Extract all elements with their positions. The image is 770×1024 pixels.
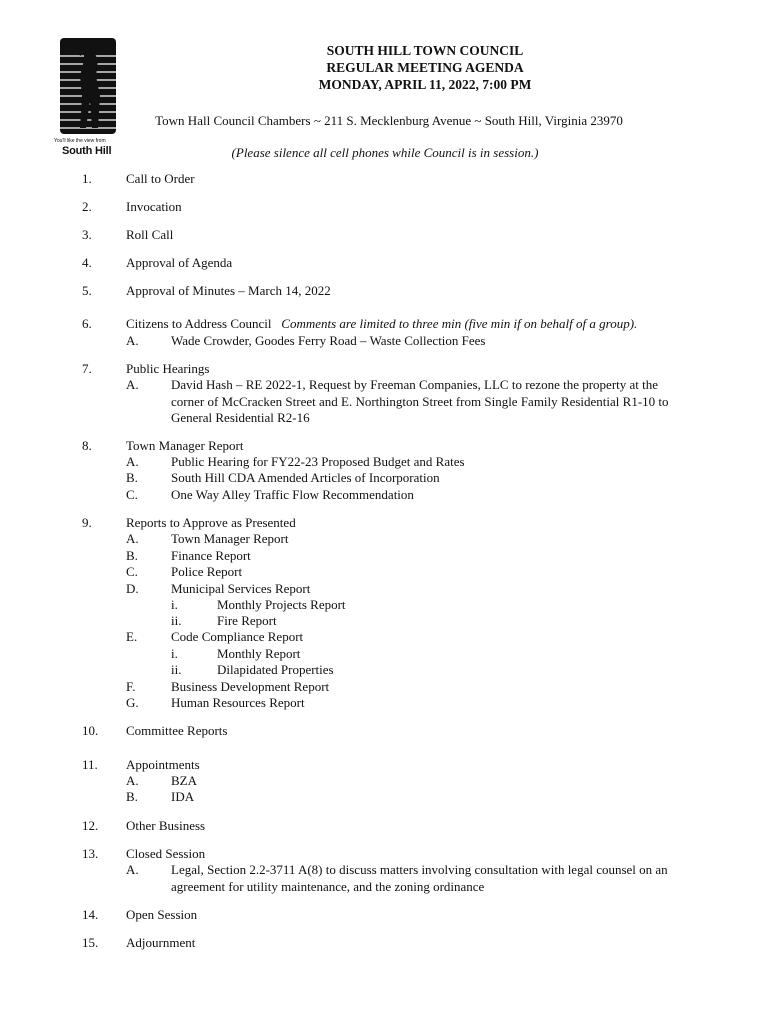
- item-title: Open Session: [126, 907, 198, 922]
- item-number: 9.: [82, 515, 92, 530]
- sub-letter: B.: [126, 789, 138, 804]
- roman-numeral: ii.: [171, 662, 182, 677]
- item-title: Approval of Agenda: [126, 255, 233, 270]
- sub-letter: D.: [126, 581, 139, 596]
- meeting-location: Town Hall Council Chambers ~ 211 S. Mecklenburg Avenue ~ South Hill, Virginia 23970: [155, 113, 623, 128]
- item-title: [126, 316, 637, 333]
- sub-letter: C.: [126, 487, 138, 502]
- sub-letter: A.: [126, 454, 139, 469]
- sub-text: Wade Crowder, Goodes Ferry Road – Waste Collection Fees: [171, 333, 486, 348]
- item-number: 4.: [82, 255, 92, 270]
- sub-text: IDA: [171, 789, 195, 804]
- title-line-1: SOUTH HILL TOWN COUNCIL: [326, 43, 524, 58]
- sub-text: One Way Alley Traffic Flow Recommendation: [171, 487, 414, 502]
- sub-text: Municipal Services Report: [171, 581, 311, 596]
- item-title: Appointments: [126, 757, 200, 772]
- item-number: 6.: [82, 316, 92, 331]
- sub-letter: A.: [126, 333, 139, 348]
- sub-letter: A.: [126, 531, 139, 546]
- roman-numeral: ii.: [171, 613, 182, 628]
- sub-text: BZA: [171, 773, 197, 788]
- item-number: 1.: [82, 171, 92, 186]
- sub-letter: E.: [126, 629, 138, 644]
- sub-letter: A.: [126, 862, 139, 877]
- logo-name: South Hill: [62, 145, 112, 157]
- item-number: 15.: [82, 935, 99, 950]
- item-number: 5.: [82, 283, 92, 298]
- item-title: Invocation: [126, 199, 182, 214]
- roman-numeral: i.: [171, 597, 178, 612]
- item-title: Roll Call: [126, 227, 174, 242]
- subsub-text: Fire Report: [217, 613, 277, 628]
- sub-letter: A.: [126, 773, 139, 788]
- sub-text: Human Resources Report: [171, 695, 305, 710]
- item-title: Public Hearings: [126, 361, 210, 376]
- item-number: 10.: [82, 723, 99, 738]
- sub-text: David Hash – RE 2022-1, Request by Freeman Companies, LLC to rezone the property at the corner of McCracken Street and E. Northington Street from Single Family Residential R1-10 to General Residential R2-16: [171, 377, 669, 425]
- item-number: 13.: [82, 846, 99, 861]
- sub-text: Finance Report: [171, 548, 251, 563]
- phone-notice: (Please silence all cell phones while Council is in session.): [231, 145, 539, 160]
- roman-numeral: i.: [171, 646, 178, 661]
- sub-text: South Hill CDA Amended Articles of Incorporation: [171, 470, 440, 485]
- item-number: 14.: [82, 907, 99, 922]
- sub-letter: B.: [126, 548, 138, 563]
- sub-text: Police Report: [171, 564, 243, 579]
- sub-letter: F.: [126, 679, 136, 694]
- agenda-title: [40, 42, 770, 93]
- item-note: Comments are limited to three min (five min if on behalf of a group).: [281, 316, 638, 331]
- item-number: 8.: [82, 438, 92, 453]
- sub-text: Business Development Report: [171, 679, 330, 694]
- sub-letter: A.: [126, 377, 139, 392]
- item-title: Town Manager Report: [126, 438, 244, 453]
- item-number: 3.: [82, 227, 92, 242]
- sub-text: Town Manager Report: [171, 531, 289, 546]
- sub-letter: B.: [126, 470, 138, 485]
- subsub-text: Dilapidated Properties: [217, 662, 334, 677]
- item-title: Closed Session: [126, 846, 206, 861]
- title-line-2: REGULAR MEETING AGENDA: [326, 60, 524, 75]
- item-title: Committee Reports: [126, 723, 228, 738]
- item-title: Approval of Minutes – March 14, 2022: [126, 283, 331, 298]
- item-number: 2.: [82, 199, 92, 214]
- sub-text: Code Compliance Report: [171, 629, 304, 644]
- item-title-text: Citizens to Address Council: [126, 316, 272, 331]
- item-number: 12.: [82, 818, 99, 833]
- sub-text: Legal, Section 2.2-3711 A(8) to discuss matters involving consultation with legal counsel on an agreement for utility maintenance, and the zoning ordinance: [171, 862, 668, 894]
- sub-letter: G.: [126, 695, 139, 710]
- item-title: Adjournment: [126, 935, 196, 950]
- sub-text: Public Hearing for FY22-23 Proposed Budget and Rates: [171, 454, 465, 469]
- item-title: Call to Order: [126, 171, 195, 186]
- sub-letter: C.: [126, 564, 138, 579]
- subsub-text: Monthly Projects Report: [217, 597, 346, 612]
- subsub-text: Monthly Report: [217, 646, 301, 661]
- item-number: 11.: [82, 757, 98, 772]
- logo-tagline: You'll like the view from: [54, 138, 106, 144]
- item-number: 7.: [82, 361, 92, 376]
- title-line-3: MONDAY, APRIL 11, 2022, 7:00 PM: [318, 77, 532, 92]
- item-title: Reports to Approve as Presented: [126, 515, 296, 530]
- item-title: Other Business: [126, 818, 206, 833]
